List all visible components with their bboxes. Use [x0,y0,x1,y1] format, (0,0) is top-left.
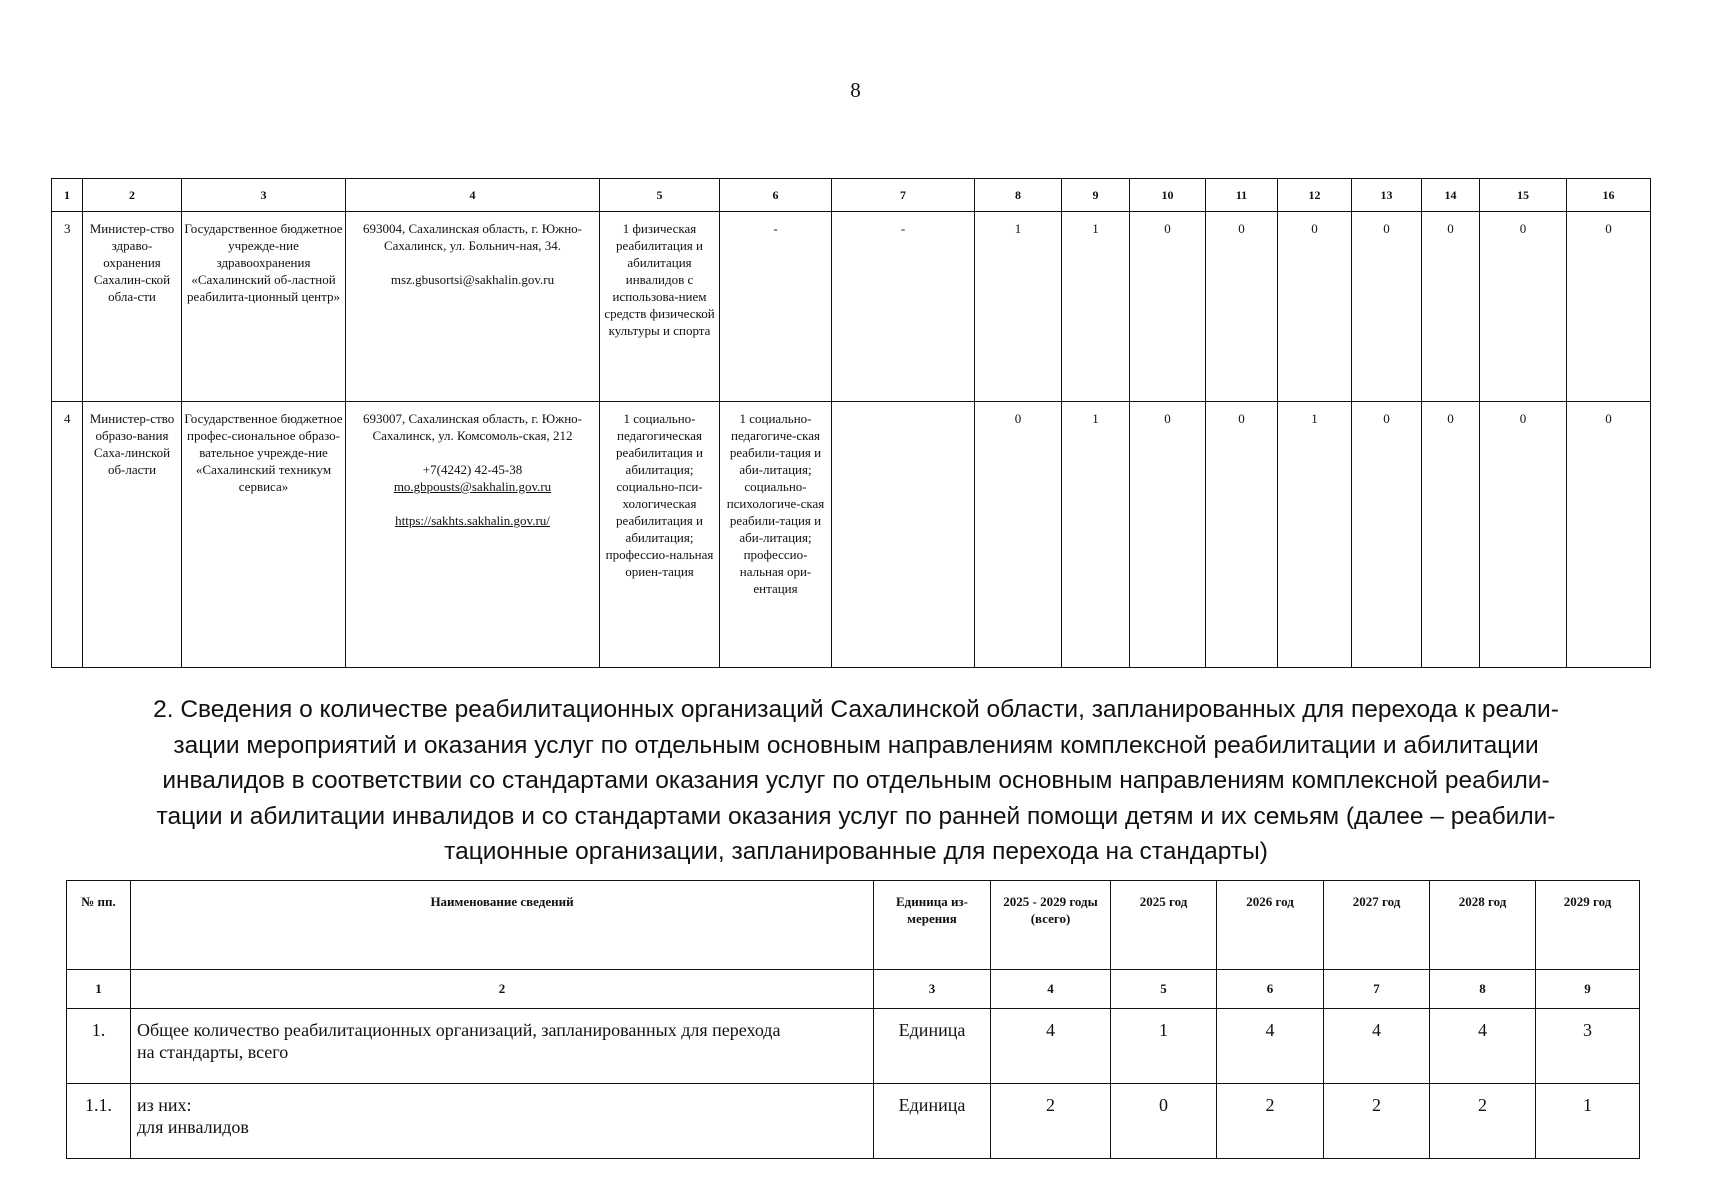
value-cell: 2 [1217,1084,1324,1159]
table-row [67,1009,1640,1084]
column-number: 6 [1217,970,1324,1009]
section-title-line: тации и абилитации инвалидов и со стандартами оказания услуг по ранней помощи детям и их семьям (далее – реабили- [156,802,1556,830]
column-number: 3 [182,179,346,212]
value-cell: 1 [1062,402,1130,668]
value-cell: 1 [975,212,1062,402]
address-text: 693007, Сахалинская область, г. Южно-Сахалинск, ул. Комсомоль-ская, 212 [362,411,583,443]
column-number: 9 [1536,970,1640,1009]
value-cell: 1 [1536,1084,1640,1159]
column-number: 5 [1111,970,1217,1009]
section-title-line: зации мероприятий и оказания услуг по отдельным основным направлениям комплексной реабилитации и абилитации [173,731,1539,759]
value-cell: 0 [1422,402,1480,668]
value-cell: 4 [991,1009,1111,1084]
column-number: 2 [83,179,182,212]
column-number: 11 [1206,179,1278,212]
row-label [131,1084,874,1159]
rehab-direction-cell: 1 социально-педагогиче-ская реабили-тация и аби-литация; социально-психологиче-ская реабили-тация и аби-литация; профессио-нальная ори-ентация [720,402,832,668]
value-cell: 0 [1130,402,1206,668]
page-number: 8 [850,78,861,102]
section-title [100,692,1612,870]
column-number: 13 [1352,179,1422,212]
column-number: 8 [975,179,1062,212]
column-number: 15 [1480,179,1567,212]
row-number: 3 [52,212,83,402]
row-label-line: Общее количество реабилитационных организаций, запланированных для перехода [137,1020,781,1040]
header-cell: 2025 год [1111,881,1217,970]
table-header-row [67,881,1640,970]
column-number: 2 [131,970,874,1009]
address-text: 693004, Сахалинская область, г. Южно-Сахалинск, ул. Больнич-ная, 34. [362,221,583,253]
ministry-cell: Министер-ство здраво-охранения Сахалин-ской обла-сти [83,212,182,402]
address-cell [346,212,600,402]
value-cell: 0 [975,402,1062,668]
col7-cell: - [832,212,975,402]
value-cell: 0 [1567,402,1651,668]
phone-text: +7(4242) 42-45-38 [422,462,523,477]
row-number: 4 [52,402,83,668]
column-number: 10 [1130,179,1206,212]
column-number: 6 [720,179,832,212]
value-cell: 0 [1206,212,1278,402]
column-number: 4 [346,179,600,212]
value-cell: 1 [1111,1009,1217,1084]
value-cell: 0 [1206,402,1278,668]
row-number: 1. [67,1009,131,1084]
table-row [67,1084,1640,1159]
institution-cell: Государственное бюджетное учрежде-ние здравоохранения «Сахалинский об-ластной реабилита-ционный центр» [182,212,346,402]
value-cell: 4 [1217,1009,1324,1084]
email-link[interactable]: mo.gbpousts@sakhalin.gov.ru [393,479,552,494]
header-cell: Наименование сведений [131,881,874,970]
table-row [52,402,1651,668]
value-cell: 0 [1422,212,1480,402]
column-number: 12 [1278,179,1352,212]
header-cell: Единица из-мерения [874,881,991,970]
rehab-direction-cell: 1 физическая реабилитация и абилитация инвалидов с использова-нием средств физической культуры и спорта [600,212,720,402]
table-header-row [52,179,1651,212]
unit-cell: Единица [874,1084,991,1159]
column-number: 1 [67,970,131,1009]
column-number: 8 [1430,970,1536,1009]
value-cell: 0 [1278,212,1352,402]
rehab-direction-cell: 1 социально-педагогическая реабилитация и абилитация; социально-пси-хологическая реабилитация и абилитация; профессио-нальная ориен-тация [600,402,720,668]
unit-cell: Единица [874,1009,991,1084]
value-cell: 2 [1430,1084,1536,1159]
value-cell: 0 [1480,212,1567,402]
column-number: 1 [52,179,83,212]
col7-cell [832,402,975,668]
column-number: 3 [874,970,991,1009]
header-cell: 2028 год [1430,881,1536,970]
organizations-table [51,178,1651,668]
ministry-cell: Министер-ство образо-вания Саха-линской об-ласти [83,402,182,668]
value-cell: 1 [1278,402,1352,668]
value-cell: 0 [1480,402,1567,668]
email-text: msz.gbusortsi@sakhalin.gov.ru [390,272,555,287]
column-number: 7 [832,179,975,212]
institution-cell: Государственное бюджетное профес-сиональное образо-вательное учрежде-ние «Сахалинский техникум сервиса» [182,402,346,668]
value-cell: 4 [1324,1009,1430,1084]
column-number: 4 [991,970,1111,1009]
header-cell: № пп. [67,881,131,970]
section-title-line: инвалидов в соответствии со стандартами оказания услуг по отдельным основным направлениям комплексной реабили- [162,767,1550,794]
section-title-line: тационные организации, запланированные для перехода на стандарты) [444,838,1268,865]
row-label-line: из них: [137,1095,192,1115]
table-row [52,212,1651,402]
value-cell: 4 [1430,1009,1536,1084]
website-link[interactable]: https://sakhts.sakhalin.gov.ru/ [395,513,550,528]
row-label-line: на стандарты, всего [137,1042,289,1062]
row-label [131,1009,874,1084]
section-title-line: 2. Сведения о количестве реабилитационных организаций Сахалинской области, запланированных для перехода к реали- [153,696,1559,723]
row-label-line: для инвалидов [137,1117,249,1137]
column-number-row [67,970,1640,1009]
header-cell: 2029 год [1536,881,1640,970]
column-number: 5 [600,179,720,212]
column-number: 14 [1422,179,1480,212]
value-cell: 0 [1567,212,1651,402]
value-cell: 1 [1062,212,1130,402]
value-cell: 0 [1130,212,1206,402]
value-cell: 0 [1111,1084,1217,1159]
value-cell: 0 [1352,212,1422,402]
value-cell: 2 [1324,1084,1430,1159]
row-number: 1.1. [67,1084,131,1159]
value-cell: 3 [1536,1009,1640,1084]
value-cell: 0 [1352,402,1422,668]
address-cell [346,402,600,668]
column-number: 7 [1324,970,1430,1009]
header-cell: 2027 год [1324,881,1430,970]
rehab-direction-cell: - [720,212,832,402]
header-cell: 2025 - 2029 годы (всего) [991,881,1111,970]
planned-organizations-table [66,880,1640,1159]
header-cell: 2026 год [1217,881,1324,970]
column-number: 9 [1062,179,1130,212]
column-number: 16 [1567,179,1651,212]
value-cell: 2 [991,1084,1111,1159]
